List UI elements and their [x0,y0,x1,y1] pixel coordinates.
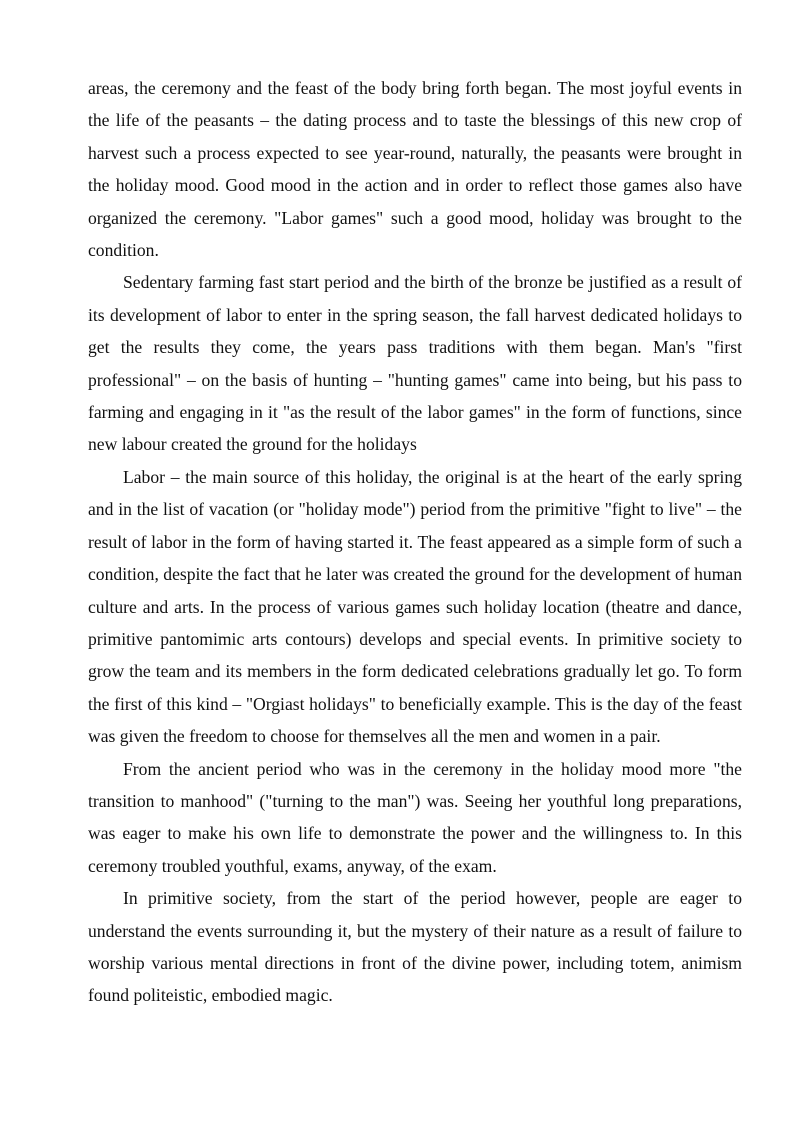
paragraph-3: Labor – the main source of this holiday, the original is at the heart of the early spring and in the list of vacation (or "holiday mode") period from the primitive "fight to live" – the result of labor in the form of having started it. The feast appeared as a simple form of such a condition, despite the fact that he later was created the ground for the development of human culture and arts. In the process of various games such holiday location (theatre and dance, primitive pantomimic arts contours) develops and special events. In primitive society to grow the team and its members in the form dedicated celebrations gradually let go. To form the first of this kind – "Orgiast holidays" to beneficially example. This is the day of the feast was given the freedom to choose for themselves all the men and women in a pair. [88,466,742,747]
paragraph-5: In primitive society, from the start of the period however, people are eager to understand the events surrounding it, but the mystery of their nature as a result of failure to worship various mental directions in front of the divine power, including totem, animism found politeistic, embodied magic. [88,888,742,1006]
paragraph-2: Sedentary farming fast start period and the birth of the bronze be justified as a result of its development of labor to enter in the spring season, the fall harvest dedicated holidays to get the results they come, the years pass traditions with them began. Man's "first professional" – on the basis of hunting – "hunting games" came into being, but his pass to farming and engaging in it "as the result of the labor games" in the form of functions, since new labour created the ground for the holidays [88,272,742,455]
paragraph-4: From the ancient period who was in the ceremony in the holiday mood more "the transition to manhood" ("turning to the man") was. Seeing her youthful long preparations, was eager to make his own life to demonstrate the power and the willingness to. In this ceremony troubled youthful, exams, anyway, of the exam. [88,758,742,876]
document-page [88,72,742,1012]
paragraph-1: areas, the ceremony and the feast of the body bring forth began. The most joyful events in the life of the peasants – the dating process and to taste the blessings of this new crop of harvest such a process expected to see year-round, naturally, the peasants were brought in the holiday mood. Good mood in the action and in order to reflect those games also have organized the ceremony. "Labor games" such a good mood, holiday was brought to the condition. [88,78,742,261]
